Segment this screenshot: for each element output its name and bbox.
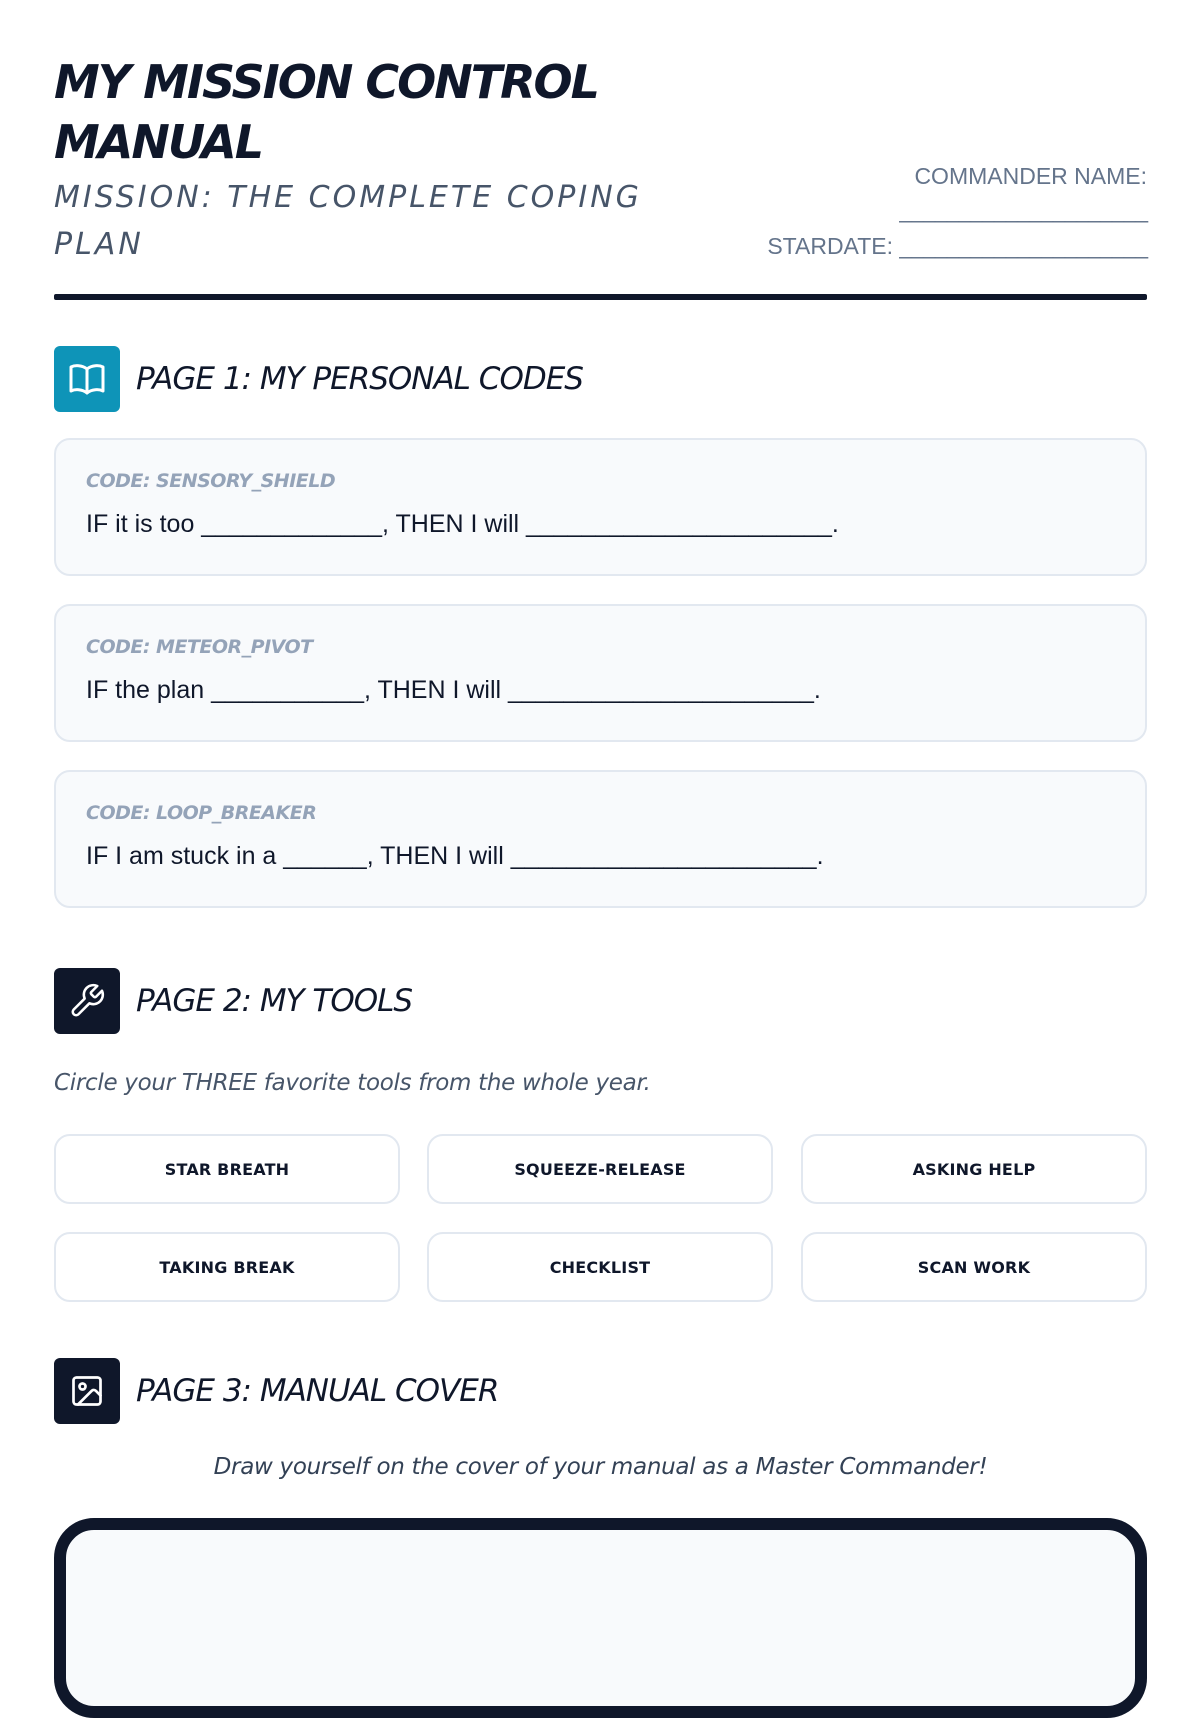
commander-meta [727, 160, 1147, 264]
code-fill-in-text[interactable]: IF the plan ___________, THEN I will ______________________. [86, 676, 821, 704]
section-title-page3: PAGE 3: MANUAL COVER [136, 1373, 499, 1409]
code-fill-in-text[interactable]: IF it is too _____________, THEN I will ______________________. [86, 510, 839, 538]
commander-name-label: COMMANDER NAME: [914, 163, 1147, 189]
section-title-page1: PAGE 1: MY PERSONAL CODES [136, 361, 583, 397]
stardate-field[interactable]: _____________________ [899, 233, 1147, 259]
section-heading-page2 [54, 968, 1147, 1034]
book-icon [54, 346, 120, 412]
code-card [54, 770, 1147, 908]
tool-option-squeeze-release[interactable]: SQUEEZE-RELEASE [427, 1134, 773, 1204]
commander-name-field[interactable]: _____________________ [899, 197, 1147, 223]
tools-instruction: Circle your THREE favorite tools from the whole year. [54, 1070, 651, 1096]
code-label: CODE: LOOP_BREAKER [86, 802, 317, 824]
tool-option-scan-work[interactable]: SCAN WORK [801, 1232, 1147, 1302]
worksheet-page [54, 0, 1147, 1480]
tool-option-taking-break[interactable]: TAKING BREAK [54, 1232, 400, 1302]
code-card [54, 604, 1147, 742]
section-title-page2: PAGE 2: MY TOOLS [136, 983, 413, 1019]
tool-option-asking-help[interactable]: ASKING HELP [801, 1134, 1147, 1204]
section-heading-page3 [54, 1358, 1147, 1424]
tool-option-star-breath[interactable]: STAR BREATH [54, 1134, 400, 1204]
image-icon [54, 1358, 120, 1424]
stardate-row [727, 228, 1147, 264]
section-heading-page1 [54, 346, 1147, 412]
cover-drawing-area[interactable] [54, 1518, 1147, 1718]
header-divider [54, 294, 1147, 300]
page-subtitle: MISSION: THE COMPLETE COPING PLAN [54, 180, 642, 262]
code-label: CODE: SENSORY_SHIELD [86, 470, 336, 492]
worksheet-header [54, 0, 1147, 300]
page-title: MY MISSION CONTROL MANUAL [54, 55, 598, 169]
tool-option-checklist[interactable]: CHECKLIST [427, 1232, 773, 1302]
code-label: CODE: METEOR_PIVOT [86, 636, 313, 658]
stardate-label: STARDATE: [767, 233, 893, 259]
wrench-icon [54, 968, 120, 1034]
code-card [54, 438, 1147, 576]
code-fill-in-text[interactable]: IF I am stuck in a ______, THEN I will ______________________. [86, 842, 824, 870]
cover-instruction: Draw yourself on the cover of your manual as a Master Commander! [213, 1454, 988, 1480]
